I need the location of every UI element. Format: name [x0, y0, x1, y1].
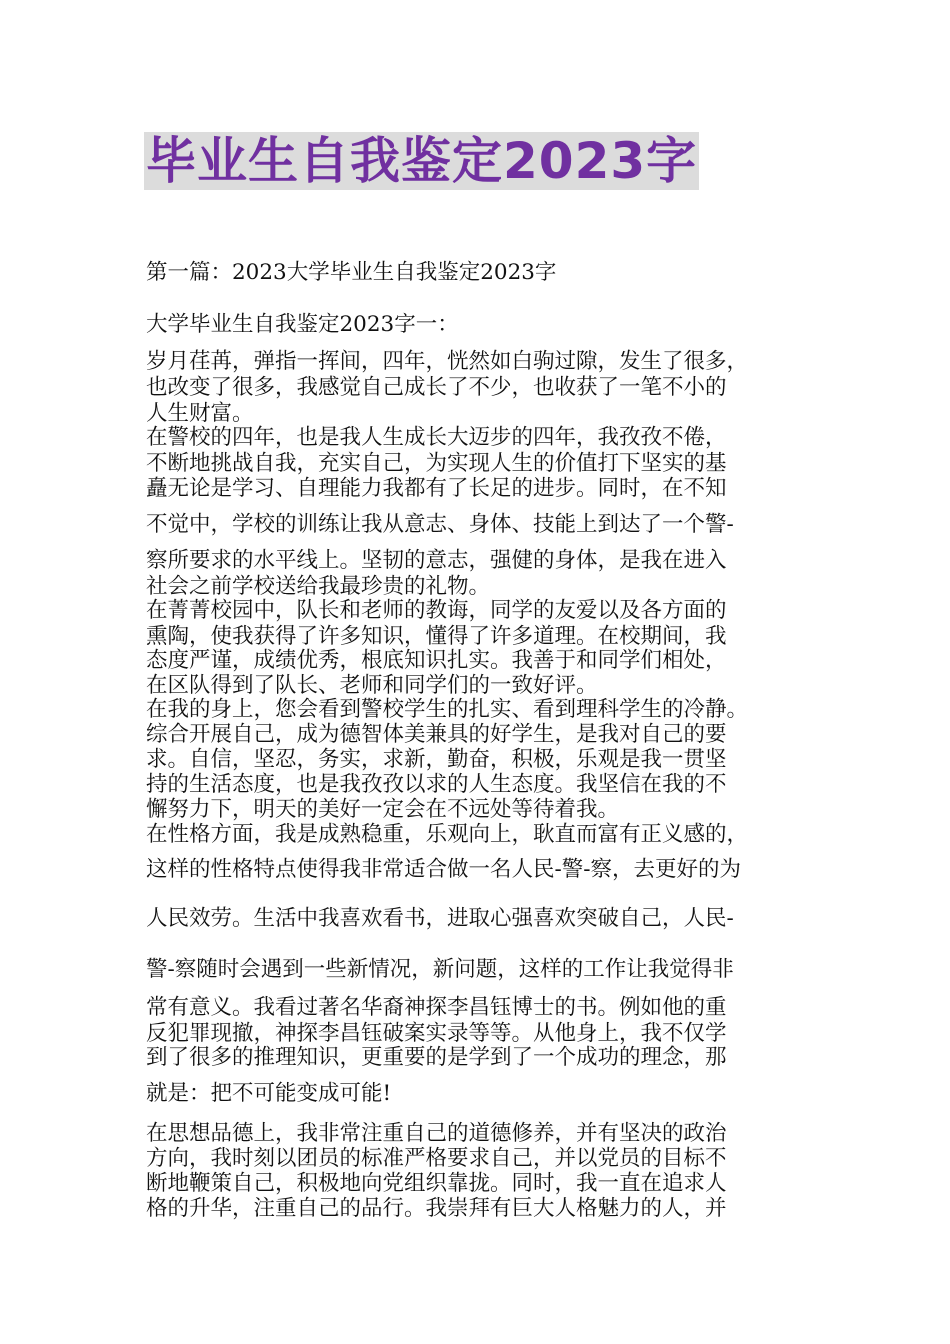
body-line: 人生财富。 [146, 401, 254, 426]
body-line: 不觉中，学校的训练让我从意志、身体、技能上到达了一个警- [146, 512, 734, 537]
body-line: 求。自信，坚忍，务实，求新，勤奋，积极，乐观是我一贯坚 [146, 747, 727, 772]
body-line: 社会之前学校送给我最珍贵的礼物。 [146, 574, 491, 599]
section-heading: 第一篇：2023大学毕业生自我鉴定2023字 [146, 260, 557, 285]
body-line: 不断地挑战自我，充实自己，为实现人生的价值打下坚实的基 [146, 451, 727, 476]
body-line: 警-察随时会遇到一些新情况，新问题，这样的工作让我觉得非 [146, 957, 734, 982]
body-line: 格的升华，注重自己的品行。我崇拜有巨大人格魅力的人，并 [146, 1196, 727, 1221]
body-line: 在我的身上，您会看到警校学生的扎实、看到理科学生的冷静。 [146, 697, 749, 722]
body-line: 在区队得到了队长、老师和同学们的一致好评。 [146, 673, 598, 698]
body-line: 熏陶，使我获得了许多知识，懂得了许多道理。在校期间，我 [146, 624, 727, 649]
title-highlight [144, 132, 699, 190]
body-line: 就是：把不可能变成可能! [146, 1081, 392, 1106]
body-line: 反犯罪现撤，神探李昌钰破案实录等等。从他身上，我不仅学 [146, 1021, 727, 1046]
body-line: 方向，我时刻以团员的标准严格要求自己，并以党员的目标不 [146, 1146, 727, 1171]
body-line: 态度严谨，成绩优秀，根底知识扎实。我善于和同学们相处， [146, 648, 727, 673]
body-line: 察所要求的水平线上。坚韧的意志，强健的身体，是我在进入 [146, 548, 727, 573]
body-line: 持的生活态度，也是我孜孜以求的人生态度。我坚信在我的不 [146, 772, 727, 797]
body-line: 常有意义。我看过著名华裔神探李昌钰博士的书。例如他的重 [146, 995, 727, 1020]
body-line: 懈努力下，明天的美好一定会在不远处等待着我。 [146, 797, 620, 822]
body-line: 矗无论是学习、自理能力我都有了长足的进步。同时，在不知 [146, 476, 727, 501]
body-line: 在性格方面，我是成熟稳重，乐观向上，耿直而富有正义感的， [146, 822, 749, 847]
body-line: 这样的性格特点使得我非常适合做一名人民-警-察，去更好的为 [146, 857, 742, 882]
body-line: 在菁菁校园中，队长和老师的教诲，同学的友爱以及各方面的 [146, 598, 727, 623]
body-line: 断地鞭策自己，积极地向党组织靠拢。同时，我一直在追求人 [146, 1171, 727, 1196]
body-line: 在思想品德上，我非常注重自己的道德修养，并有坚决的政治 [146, 1121, 727, 1146]
body-line: 也改变了很多，我感觉自己成长了不少，也收获了一笔不小的 [146, 375, 727, 400]
body-line: 人民效劳。生活中我喜欢看书，进取心强喜欢突破自己，人民- [146, 906, 734, 931]
body-line: 岁月荏苒，弹指一挥间，四年，恍然如白驹过隙，发生了很多， [146, 349, 749, 374]
document-title: 毕业生自我鉴定2023字 [146, 132, 698, 190]
body-line: 综合开展自己，成为德智体美兼具的好学生，是我对自己的要 [146, 722, 727, 747]
subheading: 大学毕业生自我鉴定2023字一： [146, 312, 459, 337]
body-line: 在警校的四年，也是我人生成长大迈步的四年，我孜孜不倦， [146, 425, 727, 450]
body-line: 到了很多的推理知识，更重要的是学到了一个成功的理念，那 [146, 1045, 727, 1070]
